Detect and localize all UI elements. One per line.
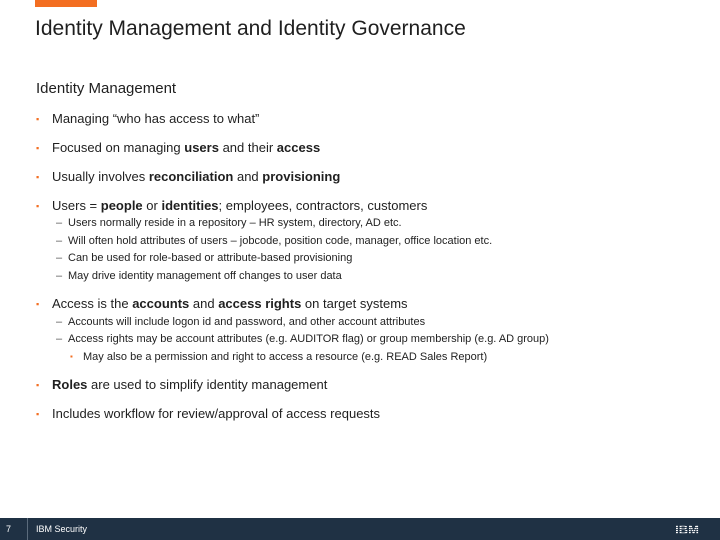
bold-term: Roles [52,377,88,392]
bullet-marker: ▪ [36,380,40,390]
sub-bullet-text: Can be used for role-based or attribute-based provisioning [68,252,353,264]
bullet-text: and [189,296,219,311]
bullet-who-has-access [36,111,259,126]
sub-bullet-text: Will often hold attributes of users – jobcode, position code, manager, office location etc. [68,235,493,247]
ibm-logo-icon [672,522,702,536]
bold-term: identities [161,198,219,213]
ibm-logo-text: IBM [675,522,699,536]
footer-divider [27,518,28,540]
bullet-marker: ▪ [36,114,40,124]
bullet-text: Includes workflow for review/approval of access requests [52,406,381,421]
bullet-text: and their [218,140,277,155]
bullet-text: or [142,198,162,213]
page-title: Identity Management and Identity Governance [35,17,466,40]
sub-bullet [56,333,549,345]
bullet-text: Users = [52,198,101,213]
bullet-users-people-identities [36,198,427,213]
sub-bullet-text: May drive identity management off changes to user data [68,270,342,282]
footer-bar [0,518,720,540]
footer-brand: IBM Security [36,524,88,534]
bullet-marker: ▪ [36,299,40,309]
sub-bullet-text: Users normally reside in a repository – HR system, directory, AD etc. [68,217,402,229]
sub-bullet [56,316,425,328]
sub-bullet-text: Accounts will include logon id and password, and other account attributes [68,316,426,328]
bold-term: reconciliation [148,169,234,184]
bold-term: provisioning [262,169,341,184]
bullet-text: ; employees, contractors, customers [218,198,428,213]
sub-sub-bullet [70,351,487,363]
section-heading: Identity Management [36,80,177,97]
sub-bullet [56,235,492,247]
bullet-reconciliation-provisioning [36,169,340,184]
bullet-marker: ▪ [36,172,40,182]
bullet-text: Usually involves [52,169,149,184]
bullet-marker: ▪ [36,143,40,153]
bullet-text: Focused on managing [52,140,185,155]
bullet-text: on target systems [301,296,408,311]
bold-term: users [184,140,219,155]
bullet-text: and [233,169,263,184]
bullet-accounts-access-rights [36,296,408,311]
sub-bullet-text: Access rights may be account attributes (e.g. AUDITOR flag) or group membership (e.g. AD group) [68,333,549,345]
bullet-roles [36,377,327,392]
bullet-text: Access is the [52,296,133,311]
bullet-marker: ▪ [36,201,40,211]
sub-bullet [56,252,352,264]
bold-term: accounts [132,296,190,311]
sub-sub-bullet-text: May also be a permission and right to access a resource (e.g. READ Sales Report) [83,351,488,363]
bullet-text: are used to simplify identity management [87,377,328,392]
bullet-users-and-access [36,140,320,155]
dash-marker: – [56,235,63,247]
bold-term: access [276,140,321,155]
bullet-marker: ▪ [70,352,73,361]
dash-marker: – [56,270,63,282]
bold-term: people [100,198,143,213]
dash-marker: – [56,252,63,264]
page-number: 7 [6,524,12,534]
bullet-marker: ▪ [36,409,40,419]
sub-bullet [56,270,342,282]
dash-marker: – [56,316,63,328]
dash-marker: – [56,333,63,345]
bold-term: access rights [218,296,302,311]
bullet-workflow [36,406,380,421]
bullet-text: Managing “who has access to what” [52,111,260,126]
sub-bullet [56,217,402,229]
dash-marker: – [56,217,63,229]
